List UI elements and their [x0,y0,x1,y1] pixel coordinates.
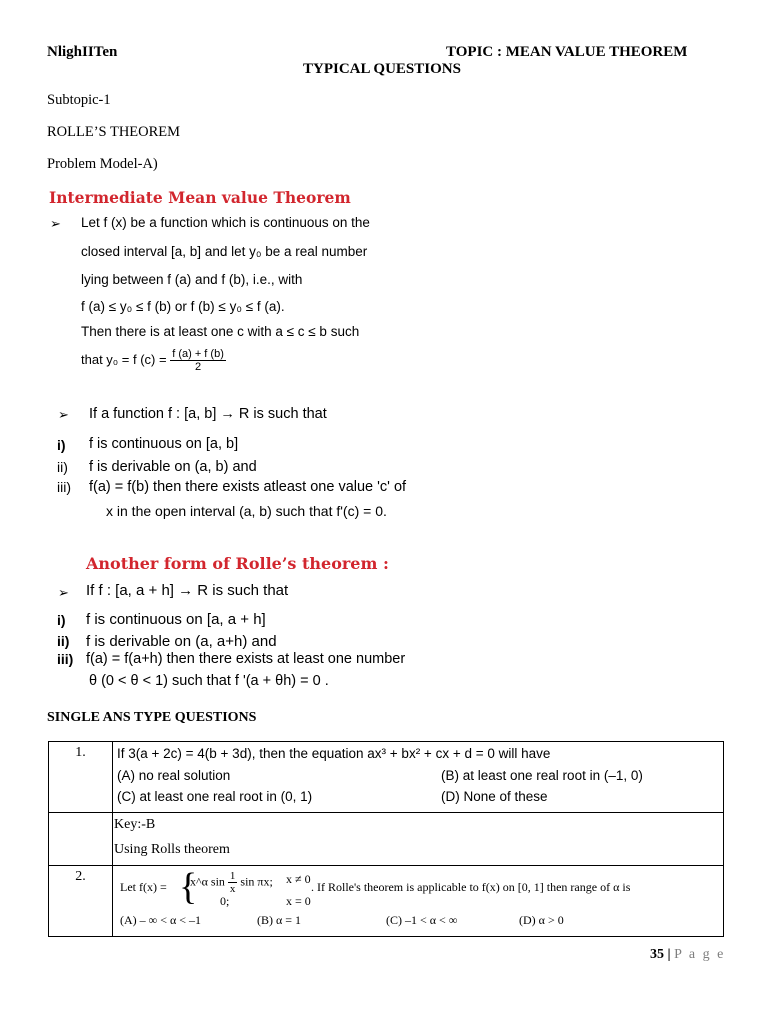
another-ii-text: f is derivable on (a, a+h) and [86,633,277,650]
piecewise-brace-icon: { [179,866,198,908]
imvt-line-1: Let f (x) be a function which is continuous on the [81,215,370,230]
arrow-bullet-icon: ➢ [58,407,69,422]
q1-option-d[interactable]: (D) None of these [441,789,548,804]
imvt-line-4: f (a) ≤ y₀ ≤ f (b) or f (b) ≤ y₀ ≤ f (a). [81,299,285,314]
q2-case-1 [190,870,273,895]
question-section-title: SINGLE ANS TYPE QUESTIONS [47,710,257,725]
imvt-fraction-numerator: f (a) + f (b) [172,348,224,360]
q2-option-a[interactable]: (A) – ∞ < α < –1 [120,913,202,927]
another-intro: If f : [a, a + h] → R is such that [86,582,289,599]
rolle-iii-continuation: x in the open interval (a, b) such that f'(c) = 0. [106,503,387,519]
imvt-line-3: lying between f (a) and f (b), i.e., with [81,272,303,287]
q2-fraction-denominator: x [229,883,236,895]
page-footer [650,947,725,963]
rolle-ii-text: f is derivable on (a, b) and [89,459,257,475]
topic-title: TOPIC : MEAN VALUE THEOREM [446,44,688,60]
imvt-line-2: closed interval [a, b] and let y₀ be a real number [81,244,368,259]
q2-option-c[interactable]: (C) –1 < α < ∞ [386,913,458,927]
footer-separator: | [667,947,671,962]
another-iii-num: iii) [57,651,74,667]
question-number-cell [49,866,113,937]
q2-fraction [228,870,238,895]
another-form-heading: Another form of Rolle’s theorem : [86,554,389,573]
q1-solution: Using Rolls theorem [114,842,230,857]
rolle-iii-num: iii) [57,479,71,495]
another-iii-continuation: θ (0 < θ < 1) such that f '(a + θh) = 0 . [89,673,329,689]
q2-number: 2. [75,869,86,884]
q2-option-d[interactable]: (D) α > 0 [519,913,564,927]
table-row [49,866,724,937]
problem-model-label: Problem Model-A) [47,156,158,172]
question-number-cell [49,813,113,866]
another-i-num: i) [57,612,66,628]
another-iii-text: f(a) = f(a+h) then there exists at least one number [86,651,406,667]
imvt-line-6 [81,348,226,373]
imvt-line-5: Then there is at least one c with a ≤ c ≤ b such [81,324,360,339]
q1-key: Key:-B [114,817,156,832]
q1-option-b[interactable]: (B) at least one real root in (–1, 0) [441,768,643,783]
arrow-bullet-icon: ➢ [58,585,69,600]
imvt-line-6-prefix: that y₀ = f (c) = [81,351,167,367]
rolle-i-text: f is continuous on [a, b] [89,436,239,452]
q2-case-2-condition: x = 0 [286,894,311,908]
rolle-i-num: i) [57,437,66,453]
imvt-fraction [170,348,226,373]
arrow-bullet-icon: ➢ [50,216,61,231]
q2-option-b[interactable]: (B) α = 1 [257,913,302,927]
q1-stem: If 3(a + 2c) = 4(b + 3d), then the equation ax³ + bx² + cx + d = 0 will have [117,746,551,761]
question-content-cell [113,742,724,813]
another-ii-num: ii) [57,633,70,649]
imvt-heading: Intermediate Mean value Theorem [49,188,351,207]
questions-table [48,741,724,937]
subtopic-label: Subtopic-1 [47,92,111,108]
imvt-fraction-denominator: 2 [194,361,202,373]
q2-let: Let f(x) = [120,880,167,894]
question-content-cell [113,866,724,937]
question-number-cell [49,742,113,813]
rolle-intro: If a function f : [a, b] → R is such that [89,406,327,422]
q1-option-a[interactable]: (A) no real solution [117,768,231,783]
rolle-ii-num: ii) [57,459,68,475]
brand-name: NlighIITen [47,44,118,60]
q2-case-1-prefix: x^α sin [190,874,225,889]
q1-number: 1. [75,745,86,760]
table-row [49,813,724,866]
q1-option-c[interactable]: (C) at least one real root in (0, 1) [117,789,313,804]
table-row [49,742,724,813]
another-i-text: f is continuous on [a, a + h] [86,611,266,628]
page-word: P a g e [674,947,726,962]
answer-key-cell [113,813,724,866]
q2-fraction-numerator: 1 [229,870,236,882]
q2-case-2: 0; [220,894,230,908]
page-number: 35 [650,947,664,962]
section-title: ROLLE’S THEOREM [47,124,181,140]
rolle-iii-text: f(a) = f(b) then there exists atleast one value 'c' of [89,479,407,495]
page-title: TYPICAL QUESTIONS [303,61,461,77]
q2-case-1-condition: x ≠ 0 [286,872,311,886]
q2-stem-tail: . If Rolle's theorem is applicable to f(x) on [0, 1] then range of α is [311,880,631,894]
q2-case-1-suffix: sin πx; [240,874,273,889]
